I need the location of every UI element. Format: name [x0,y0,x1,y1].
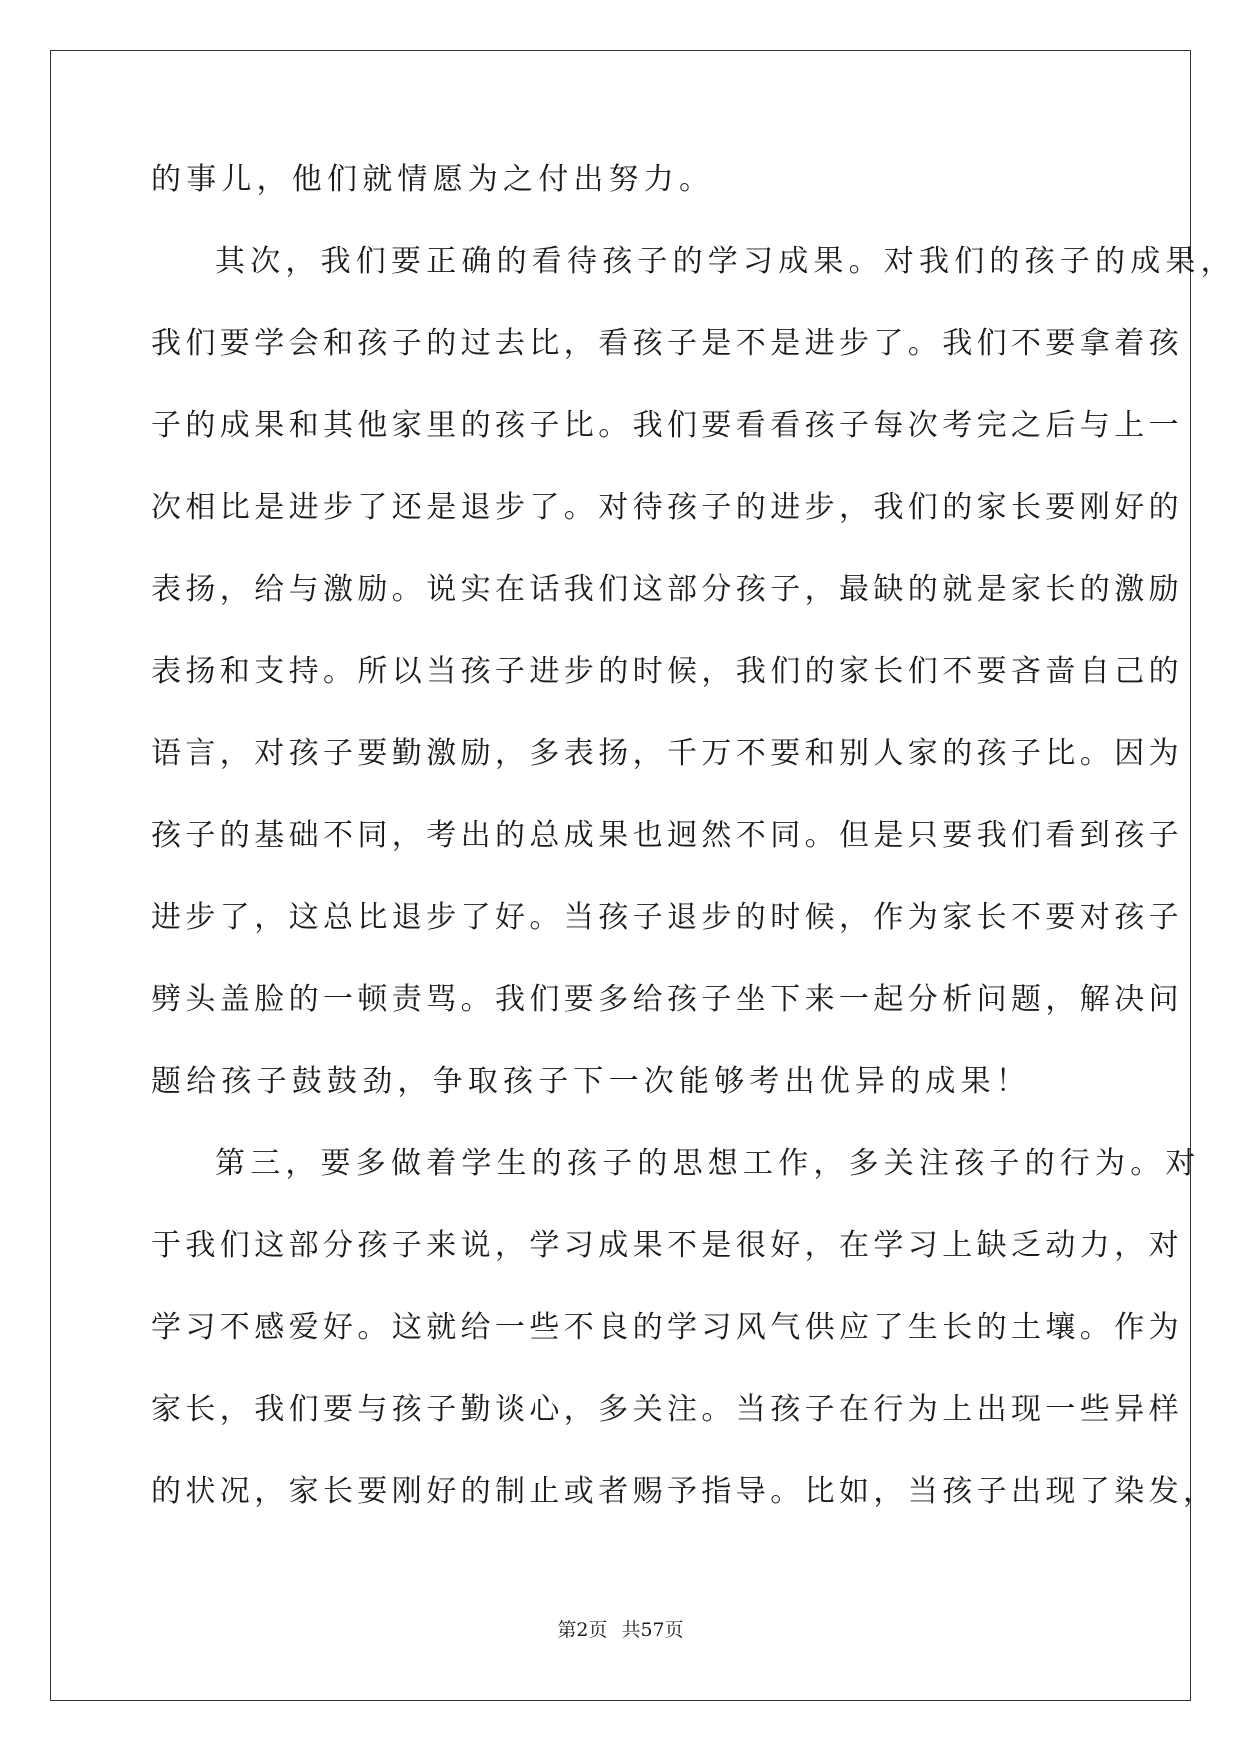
body-line: 的状况，家长要刚好的制止或者赐予指导。比如，当孩子出现了染发， [151,1474,1218,1509]
body-line: 于我们这部分孩子来说，学习成果不是很好，在学习上缺乏动力，对 [151,1228,1183,1263]
body-line: 劈头盖脸的一顿责骂。我们要多给孩子坐下来一起分析问题，解决问 [151,982,1183,1017]
body-line: 第三，要多做着学生的孩子的思想工作，多关注孩子的行为。对 [215,1146,1201,1181]
body-line: 孩子的基础不同，考出的总成果也迥然不同。但是只要我们看到孩子 [151,818,1183,853]
body-line: 进步了，这总比退步了好。当孩子退步的时候，作为家长不要对孩子 [151,900,1183,935]
body-line: 的事儿，他们就情愿为之付出努力。 [151,162,715,197]
total-pages: 共57页 [621,1619,684,1641]
page-footer [0,1618,1241,1642]
body-line: 我们要学会和孩子的过去比，看孩子是不是进步了。我们不要拿着孩 [151,326,1183,361]
body-line: 次相比是进步了还是退步了。对待孩子的进步，我们的家长要刚好的 [151,490,1183,525]
document-body [151,160,1236,1554]
body-line: 其次，我们要正确的看待孩子的学习成果。对我们的孩子的成果， [215,244,1236,279]
body-line: 家长，我们要与孩子勤谈心，多关注。当孩子在行为上出现一些异样 [151,1392,1183,1427]
body-line: 表扬，给与激励。说实在话我们这部分孩子，最缺的就是家长的激励 [151,572,1183,607]
body-line: 表扬和支持。所以当孩子进步的时候，我们的家长们不要吝啬自己的 [151,654,1183,689]
page-number: 第2页 [557,1619,608,1641]
body-line: 语言，对孩子要勤激励，多表扬，千万不要和别人家的孩子比。因为 [151,736,1183,771]
body-line: 子的成果和其他家里的孩子比。我们要看看孩子每次考完之后与上一 [151,408,1183,443]
body-line: 学习不感爱好。这就给一些不良的学习风气供应了生长的土壤。作为 [151,1310,1183,1345]
body-line: 题给孩子鼓鼓劲，争取孩子下一次能够考出优异的成果！ [151,1064,1031,1099]
